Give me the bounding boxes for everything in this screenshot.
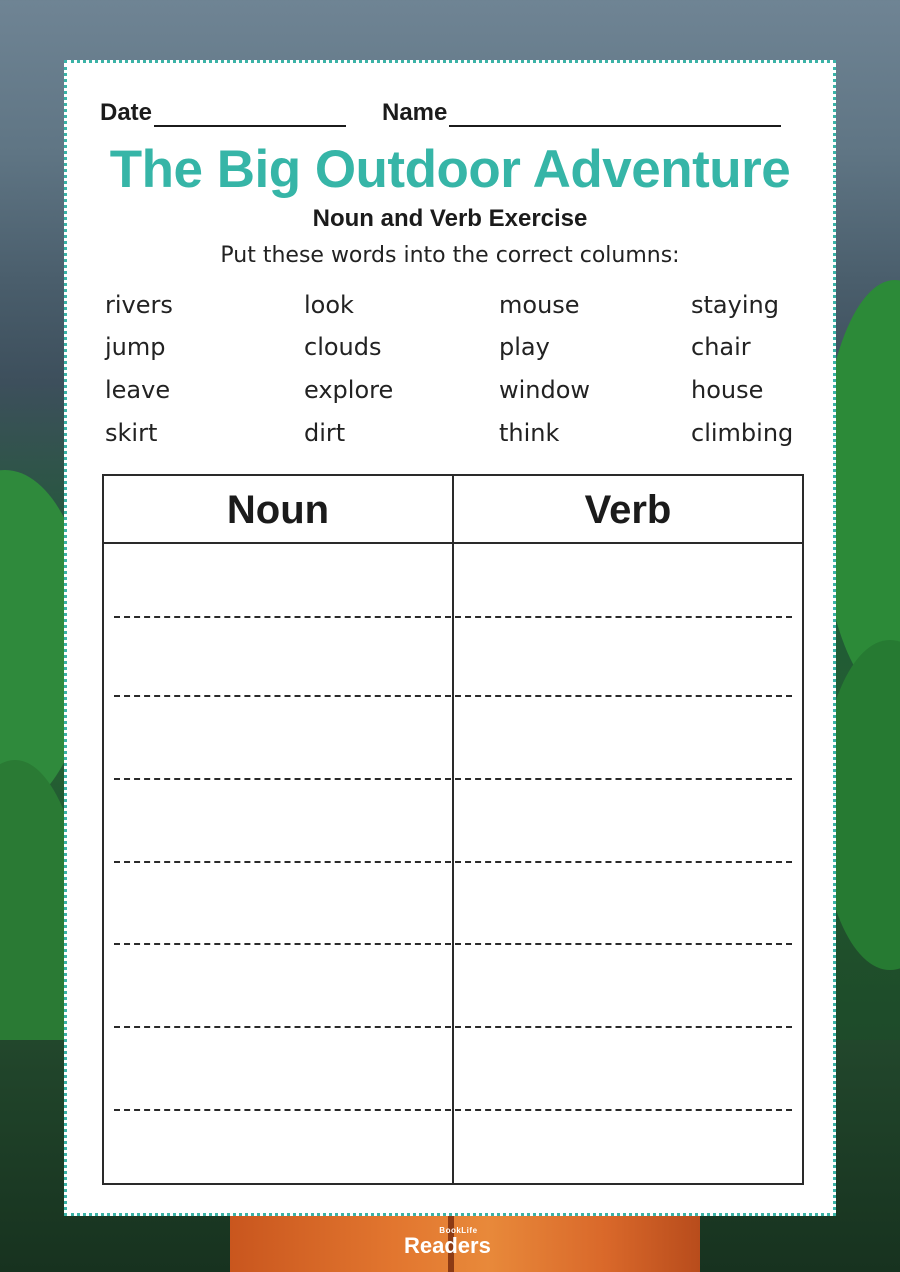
word-bank-word: leave: [105, 376, 171, 404]
date-line[interactable]: [154, 103, 346, 127]
writing-line[interactable]: [114, 861, 792, 863]
writing-line[interactable]: [114, 1109, 792, 1111]
name-label: Name: [382, 99, 448, 126]
word-bank-word: jump: [105, 333, 166, 361]
instruction-text: Put these words into the correct columns:: [220, 243, 680, 268]
header-fields: [97, 99, 797, 129]
word-bank-word: think: [499, 419, 560, 447]
verb-column-header: Verb: [584, 488, 672, 532]
word-bank-word: mouse: [499, 291, 580, 319]
word-bank-word: clouds: [304, 333, 382, 361]
header-divider: [104, 542, 802, 544]
writing-line[interactable]: [114, 943, 792, 945]
noun-column-header: Noun: [226, 488, 330, 532]
word-bank-word: play: [499, 333, 550, 361]
name-field[interactable]: [382, 99, 781, 127]
word-bank-word: staying: [691, 291, 779, 319]
word-bank-word: chair: [691, 333, 751, 361]
word-bank-word: dirt: [304, 419, 346, 447]
booklife-readers-logo: BookLife Readers: [404, 1226, 491, 1258]
word-bank-word: look: [304, 291, 354, 319]
date-label: Date: [100, 99, 153, 126]
writing-line[interactable]: [114, 695, 792, 697]
word-bank-word: climbing: [691, 419, 794, 447]
word-bank-word: house: [691, 376, 764, 404]
noun-verb-table: [102, 474, 804, 1185]
writing-line[interactable]: [114, 1026, 792, 1028]
page-subtitle: Noun and Verb Exercise: [312, 205, 588, 232]
name-line[interactable]: [449, 103, 781, 127]
word-bank-word: skirt: [105, 419, 158, 447]
worksheet: [64, 60, 836, 1216]
word-bank-word: explore: [304, 376, 394, 404]
word-bank-word: window: [499, 376, 591, 404]
page-title: The Big Outdoor Adventure: [109, 140, 791, 199]
writing-line[interactable]: [114, 616, 792, 618]
date-field[interactable]: [100, 99, 346, 127]
word-bank-word: rivers: [105, 291, 173, 319]
writing-line[interactable]: [114, 778, 792, 780]
column-divider: [452, 476, 454, 1183]
